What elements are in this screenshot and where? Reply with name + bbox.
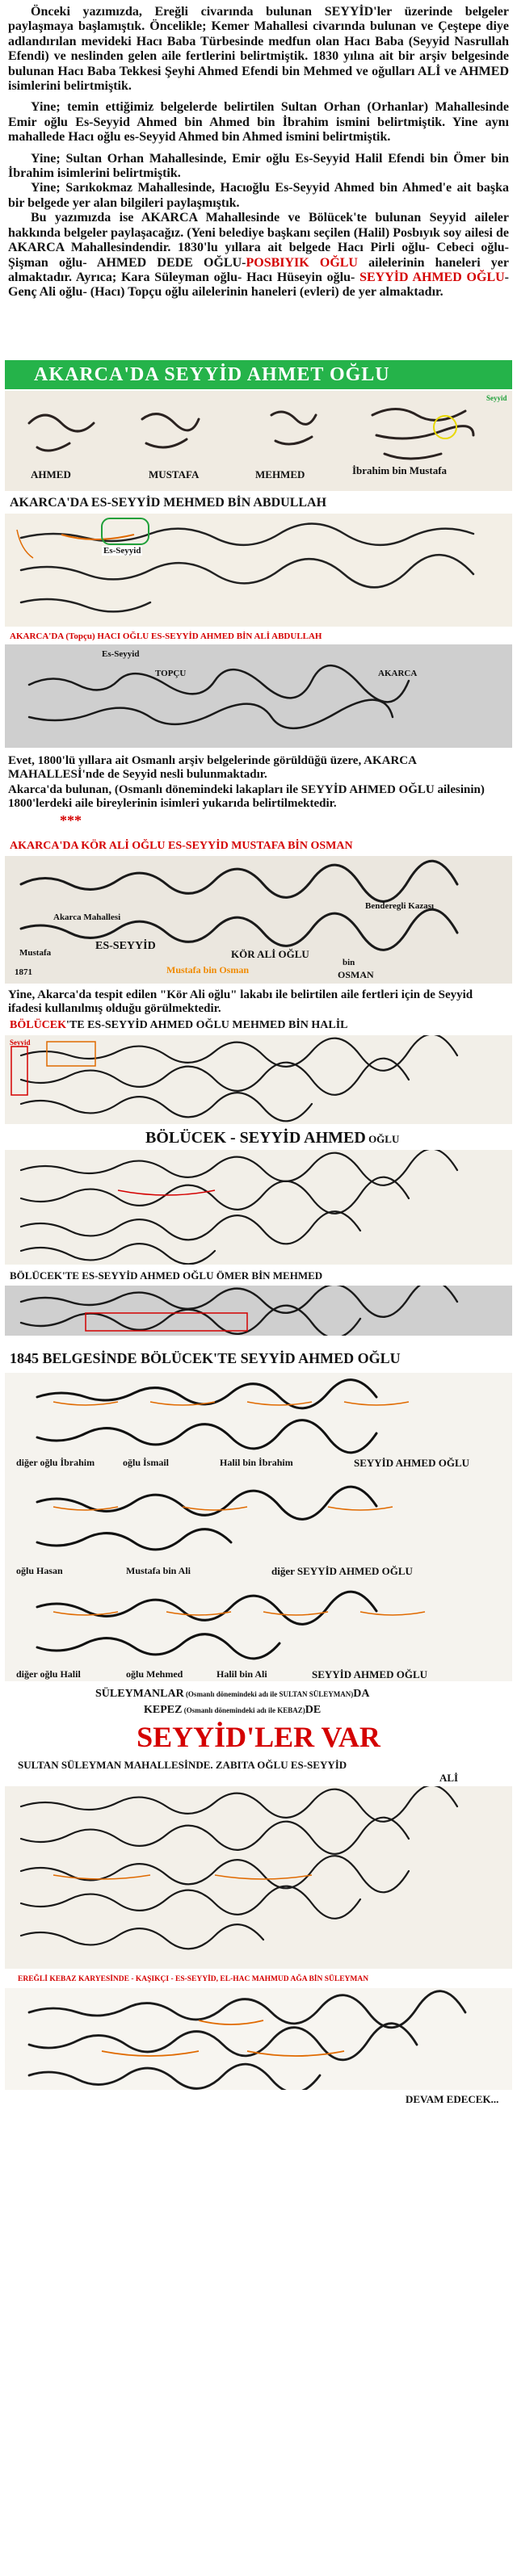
ottoman-script-strokes (5, 1786, 512, 1969)
paragraph-kor-ali: Yine, Akarca'da tespit edilen "Kör Ali oğlu" lakabı ile belirtilen aile fertleri için de Seyyid ifadesi kullanılmış olduğu görülmektedir. (8, 988, 473, 1015)
akarca-mahallesi-label: Akarca Mahallesi (53, 913, 121, 922)
akarca-label: AKARCA (378, 669, 418, 678)
document-image-1845 (5, 1373, 512, 1681)
document-image-kebaz (5, 1988, 512, 2090)
intro-paragraph-3: Yine; Sultan Orhan Mahallesinde, Emir oğlu Es-Seyyid Halil Efendi bin Ömer bin İbrahim isimlerini belirtmiştik. (8, 151, 509, 181)
row2-mustafa-bin-ali: Mustafa bin Ali (126, 1565, 191, 1576)
section-heading-akarca-seyyid-ahmet: AKARCA'DA SEYYİD AHMET OĞLU (5, 360, 512, 389)
title-kepez: KEPEZ (Osmanlı dönemindeki adı ile KEBAZ)DE (144, 1704, 322, 1716)
es-seyyid-label: Es-Seyyid (102, 649, 140, 659)
intro-paragraph-4: Yine; Sarıkokmaz Mahallesinde, Hacıoğlu Es-Seyyid Ahmed bin Ahmed'e ait başka bir belgede yer alan bilgileri paylaşmıştık. (8, 181, 509, 210)
label-ibrahim-bin-mustafa: İbrahim bin Mustafa (352, 464, 448, 476)
row1-oglu-ismail: oğlu İsmail (123, 1457, 170, 1468)
document-image-bolucek-1 (5, 1035, 512, 1124)
topcu-label: TOPÇU (155, 669, 187, 678)
title-1845-belgesi: 1845 BELGESİNDE BÖLÜCEK'TE SEYYİD AHMED OĞLU (10, 1350, 401, 1366)
document-image-bolucek-2 (5, 1150, 512, 1265)
row1-seyyid-ahmed-oglu: SEYYİD AHMED OĞLU (354, 1457, 470, 1469)
mustafa-bin-osman-label: Mustafa bin Osman (166, 964, 250, 975)
row3-diger-oglu-halil: diğer oğlu Halil (16, 1668, 81, 1680)
es-seyyid-label: ES-SEYYİD (95, 940, 156, 952)
title-topcu-haci-oglu: AKARCA'DA (Topçu) HACI OĞLU ES-SEYYİD AHMED BİN ALİ ABDULLAH (10, 631, 322, 641)
label-mehmed: MEHMED (255, 468, 305, 480)
ottoman-script-strokes (5, 644, 512, 748)
row2-oglu-hasan: oğlu Hasan (16, 1565, 63, 1576)
mustafa-label: Mustafa (19, 948, 52, 958)
ottoman-script-strokes (5, 1286, 512, 1336)
title-suleymanlar: SÜLEYMANLAR (Osmanlı dönemindeki adı ile SULTAN SÜLEYMAN)DA (95, 1688, 370, 1700)
title-bolucek-seyyid-ahmed: BÖLÜCEK - SEYYİD AHMED OĞLU (145, 1129, 400, 1147)
title-kor-ali-oglu: AKARCA'DA KÖR ALİ OĞLU ES-SEYYİD MUSTAFA BİN OSMAN (10, 840, 353, 852)
title-bolucek-mehmed-bin-halil: BÖLÜCEK'TE ES-SEYYİD AHMED OĞLU MEHMED BİN HALİL (10, 1019, 348, 1031)
seyyidler-var-heading: SEYYİD'LER VAR (137, 1721, 380, 1753)
year-label: 1871 (15, 967, 32, 977)
row3-oglu-mehmed: oğlu Mehmed (126, 1668, 183, 1680)
benderegli-kazasi-label: Benderegli Kazası (365, 901, 435, 911)
title-es-seyyid-mehmed: AKARCA'DA ES-SEYYİD MEHMED BİN ABDULLAH (10, 496, 327, 510)
document-image-bolucek-3 (5, 1286, 512, 1336)
paragraph-evet: Evet, 1800'lü yıllara ait Osmanlı arşiv belgelerinde görüldüğü üzere, AKARCA MAHALLESİ'nde de Seyyid nesli bulunmaktadır. (8, 754, 417, 781)
ottoman-script-strokes (5, 1988, 512, 2090)
intro-paragraph-1: Önceki yazımızda, Ereğli civarında bulunan SEYYİD'ler üzerinde belgeler paylaşmaya başlamıştık. Öncelikle; Kemer Mahallesi civarında bulunan ve Çeştepe diye adlandırılan mevideki Hacı Baba Türbesinde medfun olan Hacı Baba (Seyyid Nasrullah Efendi) ve neslinden gelen aile fertlerini belirtmiştik. 1830 yılına ait bir arşiv belgesinde bulunan Hacı Baba Tekkesi Şeyhi Ahmed Efendi bin Mehmed ve oğulları ALİ ve AHMED isimlerini belirtmiştik. (8, 5, 509, 94)
ottoman-script-strokes (5, 1150, 512, 1265)
row3-seyyid-ahmed-oglu: SEYYİD AHMED OĞLU (312, 1668, 428, 1680)
kor-ali-oglu-label: KÖR ALİ OĞLU (231, 948, 309, 960)
ottoman-script-strokes (5, 1373, 512, 1681)
osman-label: OSMAN (338, 969, 374, 980)
separator-stars: *** (60, 812, 82, 829)
row1-halil-bin-ibrahim: Halil bin İbrahim (220, 1457, 293, 1468)
title-kebaz-kasikci: EREĞLİ KEBAZ KARYESİNDE - KAŞIKÇI - ES-SEYYİD, EL-HAC MAHMUD AĞA BİN SÜLEYMAN (18, 1975, 369, 1983)
ottoman-script-strokes (5, 1035, 512, 1124)
title-sultan-suleyman-zabita: SULTAN SÜLEYMAN MAHALLESİNDE. ZABITA OĞLU ES-SEYYİD (18, 1759, 347, 1771)
document-image-akarca-4 (5, 856, 512, 984)
row3-halil-bin-ali: Halil bin Ali (216, 1668, 267, 1680)
intro-text (8, 5, 509, 307)
document-image-akarca-2 (5, 514, 512, 627)
document-image-sultan-suleyman (5, 1786, 512, 1969)
intro-paragraph-5: Bu yazımızda ise AKARCA Mahallesinde ve Bölücek'te bulunan Seyyid aileler hakkında belgeler paylaşacağız. (Yeni belediye başkanı seçilen (Halil) Posbıyık soy ailesi de AKARCA Mahallesindendir. 1830'lu yıllara ait belgede Hacı Pirli oğlu- Cebeci oğlu-Şişman oğlu- AHMED DEDE OĞLU-POSBIYIK OĞLU ailelerinin haneleri yer almaktadır. Ayrıca; Kara Süleyman oğlu- Hacı Hüseyin oğlu- SEYYİD AHMED OĞLU-Genç Ali oğlu- (Hacı) Topçu oğlu ailelerinin haneleri (evleri) de yer almaktadır. (8, 211, 510, 300)
ottoman-script-strokes (5, 514, 512, 627)
document-image-akarca-3 (5, 644, 512, 748)
footer-devam-edecek: DEVAM EDECEK... (406, 2093, 499, 2105)
row1-diger-oglu-ibrahim: diğer oğlu İbrahim (16, 1457, 95, 1468)
es-seyyid-tag: Es-Seyyid (103, 546, 141, 556)
row2-diger-seyyid-ahmed-oglu: diğer SEYYİD AHMED OĞLU (271, 1565, 413, 1577)
seyyid-tag: Seyyid (10, 1038, 31, 1047)
bin-label: bin (343, 958, 355, 967)
intro-paragraph-2: Yine; temin ettiğimiz belgelerde belirtilen Sultan Orhan (Orhanlar) Mahallesinde Emir oğlu Es-Seyyid Ahmed bin Ahmed bin İbrahim ismini belirtmiştik. Yine aynı mahallede Hacı oğlu es-Seyyid Ahmed bin Ahmed ismini belirtmiştik. (8, 100, 509, 145)
paragraph-akarca: Akarca'da bulunan, (Osmanlı dönemindeki lakapları ile SEYYİD AHMED OĞLU ailesinin) 1800'lerdeki aile bireylerinin isimleri yukarıda belirtilmektedir. (8, 783, 485, 810)
document-image-akarca-1 (5, 391, 512, 491)
label-ahmed: AHMED (31, 468, 71, 480)
title-ali: ALİ (439, 1772, 459, 1784)
title-bolucek-omer-bin-mehmed: BÖLÜCEK'TE ES-SEYYİD AHMED OĞLU ÖMER BİN MEHMED (10, 1269, 323, 1282)
seyyid-tag: Seyyid (486, 394, 507, 402)
label-mustafa: MUSTAFA (149, 468, 200, 480)
